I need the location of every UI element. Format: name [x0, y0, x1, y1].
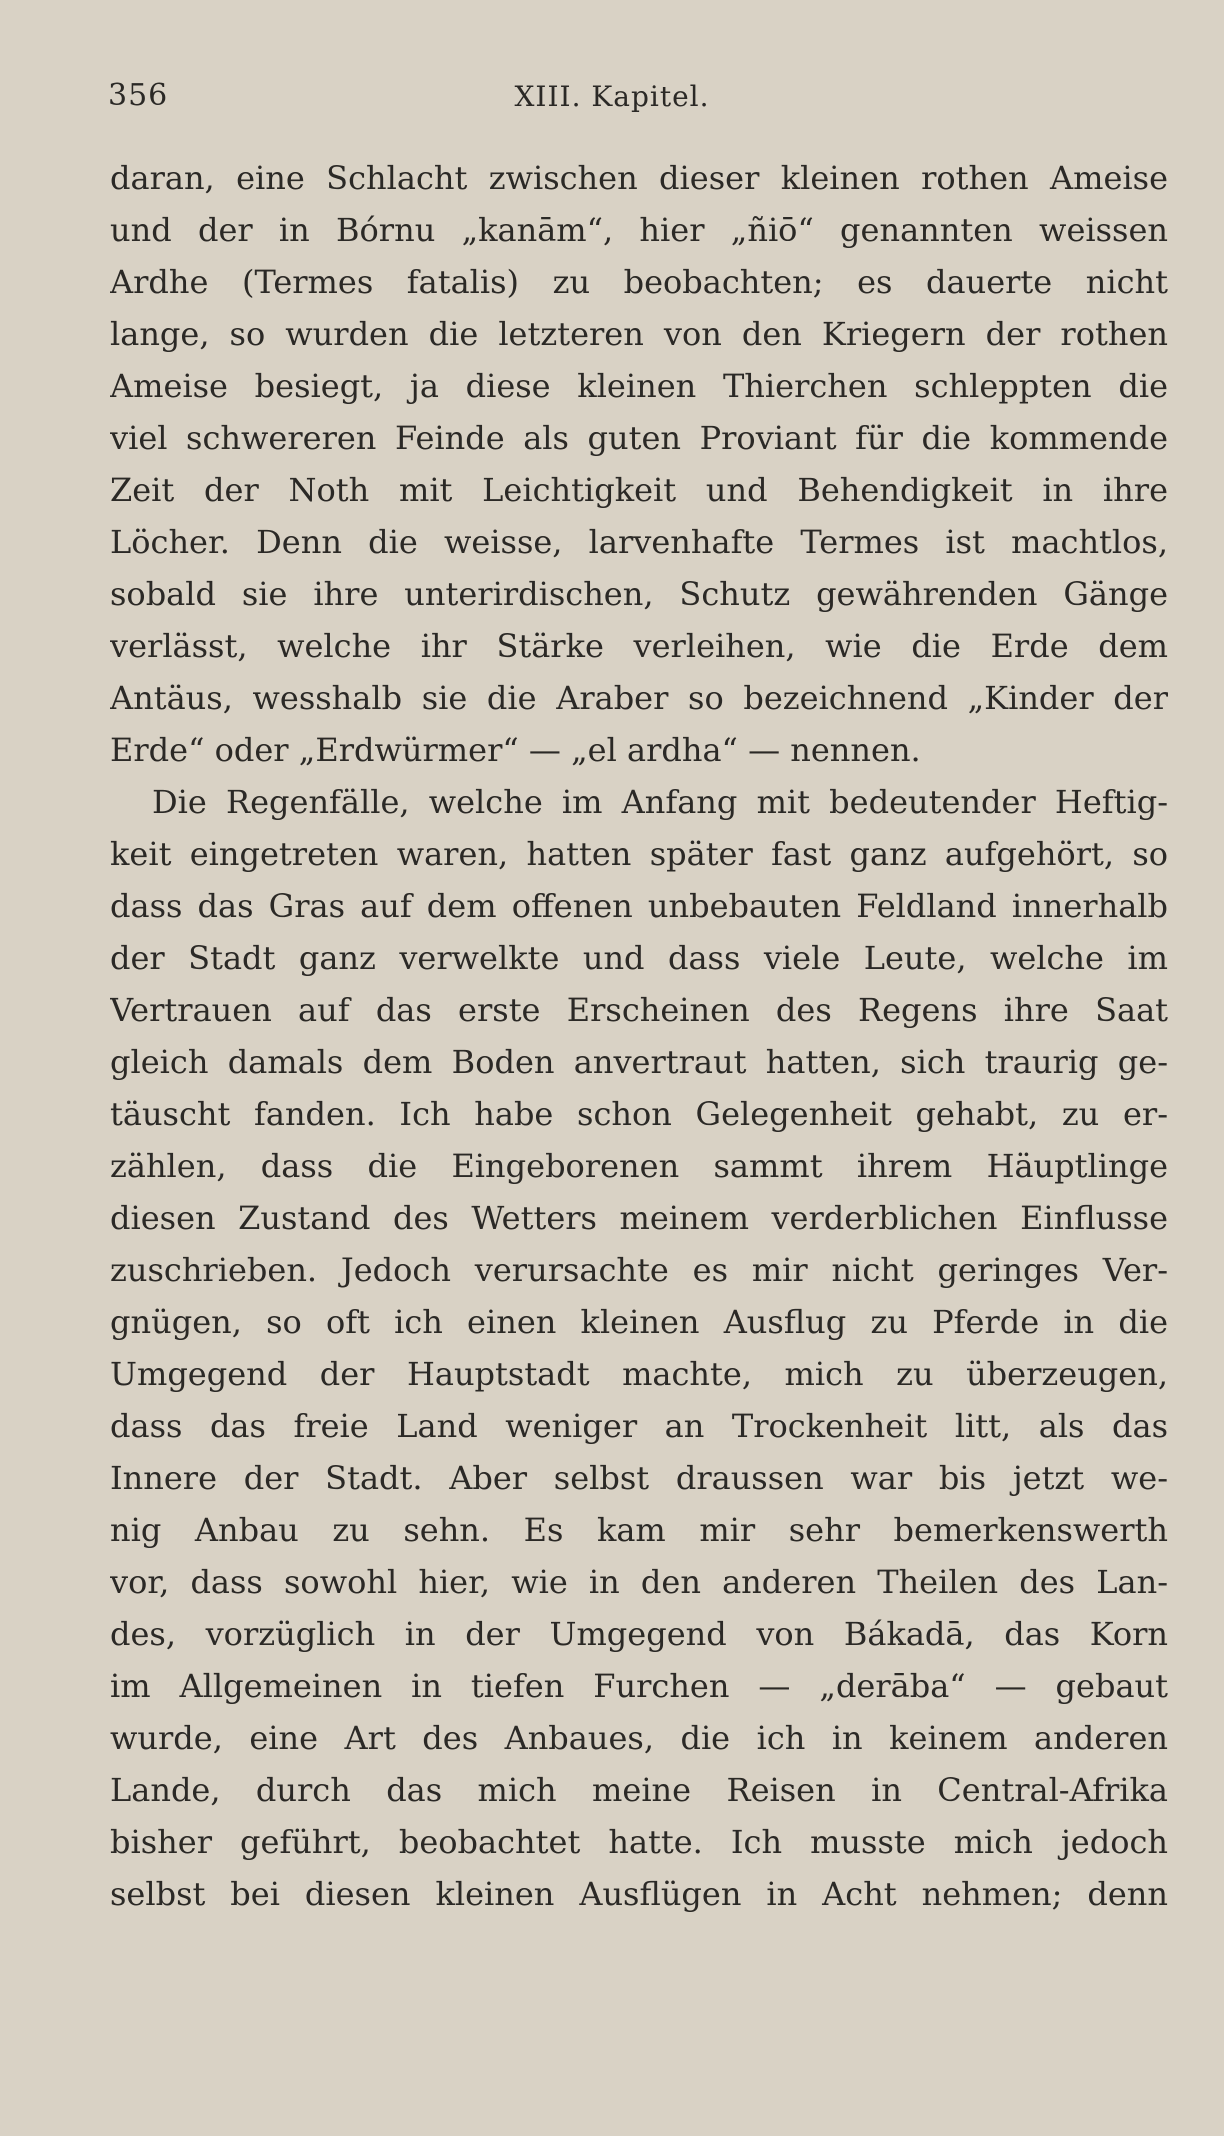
- text-line: täuscht fanden. Ich habe schon Gelegenheit gehabt, zu er-: [110, 1095, 1168, 1133]
- text-line: bisher geführt, beobachtet hatte. Ich musste mich jedoch: [110, 1823, 1168, 1861]
- text-line: gnügen, so oft ich einen kleinen Ausflug zu Pferde in die: [110, 1303, 1168, 1341]
- text-line: Die Regenfälle, welche im Anfang mit bedeutender Heftig-: [152, 783, 1168, 821]
- text-line: nig Anbau zu sehn. Es kam mir sehr bemerkenswerth: [110, 1511, 1168, 1549]
- text-line: Antäus, wesshalb sie die Araber so bezeichnend „Kinder der: [110, 679, 1168, 717]
- text-line: Vertrauen auf das erste Erscheinen des Regens ihre Saat: [110, 991, 1168, 1029]
- text-line: sobald sie ihre unterirdischen, Schutz gewährenden Gänge: [110, 575, 1168, 613]
- text-line: Ardhe (Termes fatalis) zu beobachten; es dauerte nicht: [110, 263, 1168, 301]
- running-title: XIII. Kapitel.: [514, 80, 710, 113]
- text-line: gleich damals dem Boden anvertraut hatten, sich traurig ge-: [110, 1043, 1168, 1081]
- text-line: Umgegend der Hauptstadt machte, mich zu überzeugen,: [110, 1355, 1168, 1393]
- text-line: im Allgemeinen in tiefen Furchen — „derāba“ — gebaut: [110, 1667, 1168, 1705]
- page-number: 356: [108, 78, 169, 113]
- text-line: wurde, eine Art des Anbaues, die ich in keinem anderen: [110, 1719, 1168, 1757]
- text-line: und der in Bórnu „kanām“, hier „ñiō“ genannten weissen: [110, 211, 1168, 249]
- text-line: Erde“ oder „Erdwürmer“ — „el ardha“ — nennen.: [110, 731, 921, 769]
- text-line: Löcher. Denn die weisse, larvenhafte Termes ist machtlos,: [110, 523, 1168, 561]
- text-line: zählen, dass die Eingeborenen sammt ihrem Häuptlinge: [110, 1147, 1168, 1185]
- text-line: viel schwereren Feinde als guten Proviant für die kommende: [110, 419, 1168, 457]
- body-text: [110, 152, 1168, 1920]
- text-line: dass das Gras auf dem offenen unbebauten Feldland innerhalb: [110, 887, 1168, 925]
- text-line: Zeit der Noth mit Leichtigkeit und Behendigkeit in ihre: [110, 471, 1168, 509]
- page-header: [0, 78, 1224, 128]
- text-line: vor, dass sowohl hier, wie in den anderen Theilen des Lan-: [110, 1563, 1168, 1601]
- text-line: des, vorzüglich in der Umgegend von Bákadā, das Korn: [110, 1615, 1168, 1653]
- text-line: zuschrieben. Jedoch verursachte es mir nicht geringes Ver-: [110, 1251, 1168, 1289]
- text-line: Innere der Stadt. Aber selbst draussen war bis jetzt we-: [110, 1459, 1168, 1497]
- text-line: Lande, durch das mich meine Reisen in Central-Afrika: [110, 1771, 1168, 1809]
- text-line: diesen Zustand des Wetters meinem verderblichen Einflusse: [110, 1199, 1168, 1237]
- text-line: selbst bei diesen kleinen Ausflügen in Acht nehmen; denn: [110, 1875, 1168, 1913]
- text-line: keit eingetreten waren, hatten später fast ganz aufgehört, so: [110, 835, 1168, 873]
- text-line: lange, so wurden die letzteren von den Kriegern der rothen: [110, 315, 1168, 353]
- text-line: dass das freie Land weniger an Trockenheit litt, als das: [110, 1407, 1168, 1445]
- text-line: Ameise besiegt, ja diese kleinen Thierchen schleppten die: [110, 367, 1168, 405]
- text-line: der Stadt ganz verwelkte und dass viele Leute, welche im: [110, 939, 1168, 977]
- text-line: daran, eine Schlacht zwischen dieser kleinen rothen Ameise: [110, 159, 1168, 197]
- text-line: verlässt, welche ihr Stärke verleihen, wie die Erde dem: [110, 627, 1168, 665]
